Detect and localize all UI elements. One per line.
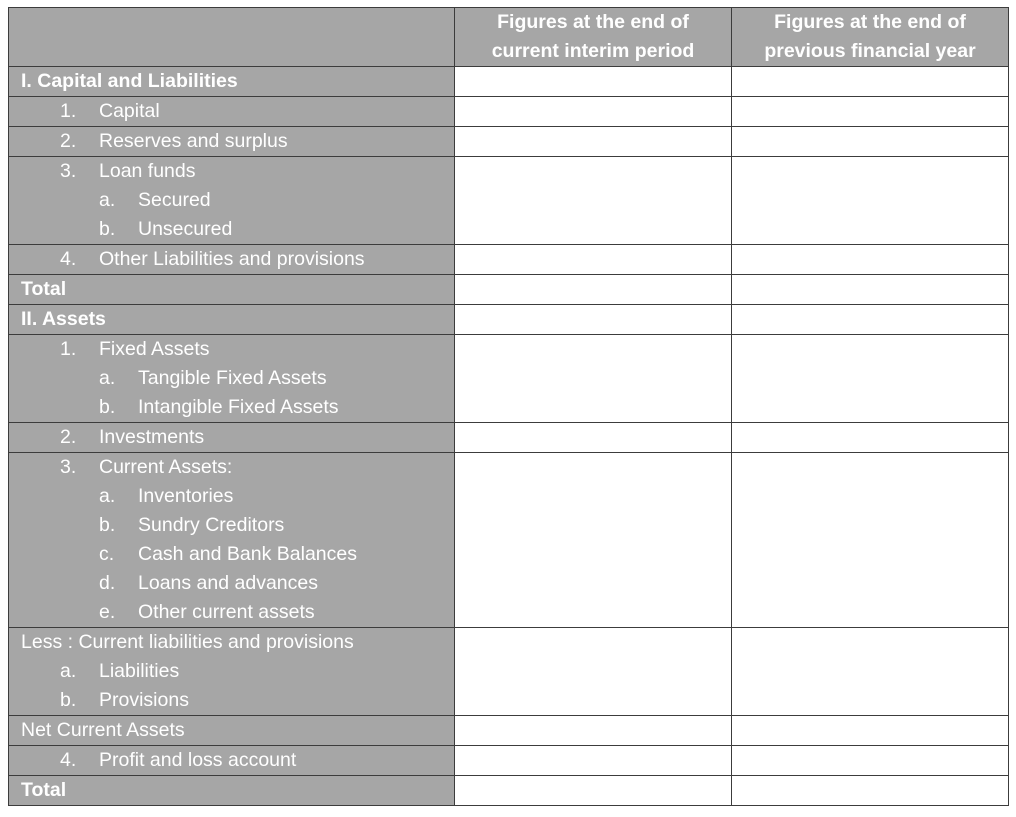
table-row (9, 335, 1009, 423)
current-interim-value-cell (455, 275, 732, 305)
item-label: Tangible Fixed Assets (138, 367, 327, 389)
previous-year-value-cell (732, 275, 1009, 305)
item-marker: a. (99, 485, 116, 507)
row-label-cell (9, 305, 455, 335)
row-label-cell (9, 716, 455, 746)
line-item (9, 511, 454, 540)
row-label-cell (9, 127, 455, 157)
item-marker: 1. (60, 100, 77, 122)
item-marker: a. (99, 189, 116, 211)
previous-year-value-cell (732, 305, 1009, 335)
item-label: Capital (99, 100, 160, 122)
current-interim-value-cell (455, 716, 732, 746)
item-label: Reserves and surplus (99, 130, 288, 152)
line-item (9, 598, 454, 627)
line-item (9, 746, 454, 775)
table-row (9, 97, 1009, 127)
row-label-cell (9, 423, 455, 453)
table-row (9, 716, 1009, 746)
item-marker: 2. (60, 130, 77, 152)
table-row (9, 305, 1009, 335)
item-marker: 4. (60, 248, 77, 270)
table-row (9, 746, 1009, 776)
previous-year-value-cell (732, 628, 1009, 716)
previous-year-value-cell (732, 746, 1009, 776)
item-marker: 2. (60, 426, 77, 448)
line-item (9, 393, 454, 422)
row-label-cell (9, 245, 455, 275)
table-row (9, 423, 1009, 453)
table-row (9, 275, 1009, 305)
item-label: Liabilities (99, 660, 180, 682)
current-interim-value-cell (455, 453, 732, 628)
item-label: Inventories (138, 485, 234, 507)
previous-year-value-cell (732, 453, 1009, 628)
line-item (9, 127, 454, 156)
header-previous-line1: Figures at the end of (774, 11, 966, 33)
section-heading: I. Capital and Liabilities (21, 70, 238, 92)
line-item (9, 423, 454, 452)
current-interim-value-cell (455, 157, 732, 245)
line-item (9, 335, 454, 364)
section-heading: II. Assets (21, 308, 106, 330)
table-row (9, 127, 1009, 157)
previous-year-value-cell (732, 127, 1009, 157)
table-row (9, 776, 1009, 806)
item-label: Loan funds (99, 160, 196, 182)
line-item (9, 482, 454, 511)
row-label-cell (9, 746, 455, 776)
item-label: Fixed Assets (99, 338, 210, 360)
line-item: Net Current Assets (21, 719, 185, 741)
line-item (9, 540, 454, 569)
table-row (9, 628, 1009, 716)
table-body (9, 67, 1009, 806)
current-interim-value-cell (455, 628, 732, 716)
current-interim-value-cell (455, 245, 732, 275)
line-item (9, 186, 454, 215)
item-label: Cash and Bank Balances (138, 543, 357, 565)
line-item (9, 245, 454, 274)
current-interim-value-cell (455, 746, 732, 776)
current-interim-value-cell (455, 127, 732, 157)
table-row (9, 453, 1009, 628)
item-marker: e. (99, 601, 116, 623)
row-label-cell (9, 776, 455, 806)
header-blank-cell (9, 8, 455, 67)
line-item: Less : Current liabilities and provisions (21, 631, 354, 653)
previous-year-value-cell (732, 716, 1009, 746)
current-interim-value-cell (455, 67, 732, 97)
item-label: Profit and loss account (99, 749, 297, 771)
previous-year-value-cell (732, 67, 1009, 97)
previous-year-value-cell (732, 245, 1009, 275)
item-label: Loans and advances (138, 572, 318, 594)
previous-year-value-cell (732, 97, 1009, 127)
row-label-cell (9, 335, 455, 423)
row-label-cell (9, 453, 455, 628)
line-item (9, 657, 454, 686)
row-label-cell (9, 275, 455, 305)
item-marker: b. (99, 396, 116, 418)
section-heading: Total (21, 779, 67, 801)
item-label: Current Assets: (99, 456, 233, 478)
item-marker: 4. (60, 749, 77, 771)
previous-year-value-cell (732, 335, 1009, 423)
line-item (9, 97, 454, 126)
line-item (9, 157, 454, 186)
item-marker: 1. (60, 338, 77, 360)
item-marker: c. (99, 543, 115, 565)
item-marker: a. (60, 660, 77, 682)
table-row (9, 157, 1009, 245)
line-item (9, 215, 454, 244)
item-label: Intangible Fixed Assets (138, 396, 339, 418)
row-label-cell (9, 628, 455, 716)
item-marker: b. (99, 514, 116, 536)
section-heading: Total (21, 278, 67, 300)
item-label: Provisions (99, 689, 189, 711)
header-current-interim (455, 8, 732, 67)
item-label: Unsecured (138, 218, 233, 240)
line-item (9, 569, 454, 598)
previous-year-value-cell (732, 157, 1009, 245)
item-marker: a. (99, 367, 116, 389)
item-label: Secured (138, 189, 211, 211)
header-current-line2: current interim period (491, 40, 695, 62)
current-interim-value-cell (455, 423, 732, 453)
current-interim-value-cell (455, 335, 732, 423)
item-label: Other current assets (138, 601, 315, 623)
table-row (9, 245, 1009, 275)
previous-year-value-cell (732, 776, 1009, 806)
item-marker: 3. (60, 456, 77, 478)
line-item (9, 686, 454, 715)
current-interim-value-cell (455, 776, 732, 806)
row-label-cell (9, 97, 455, 127)
current-interim-value-cell (455, 97, 732, 127)
row-label-cell (9, 157, 455, 245)
previous-year-value-cell (732, 423, 1009, 453)
current-interim-value-cell (455, 305, 732, 335)
header-current-line1: Figures at the end of (497, 11, 689, 33)
row-label-cell (9, 67, 455, 97)
item-marker: b. (99, 218, 116, 240)
header-previous-year (732, 8, 1009, 67)
line-item (9, 364, 454, 393)
table-row (9, 67, 1009, 97)
balance-sheet-table (8, 7, 1009, 806)
header-row (9, 8, 1009, 67)
line-item (9, 453, 454, 482)
item-marker: b. (60, 689, 77, 711)
header-previous-line2: previous financial year (764, 40, 976, 62)
item-label: Sundry Creditors (138, 514, 285, 536)
item-label: Investments (99, 426, 205, 448)
item-marker: 3. (60, 160, 77, 182)
item-marker: d. (99, 572, 116, 594)
item-label: Other Liabilities and provisions (99, 248, 365, 270)
